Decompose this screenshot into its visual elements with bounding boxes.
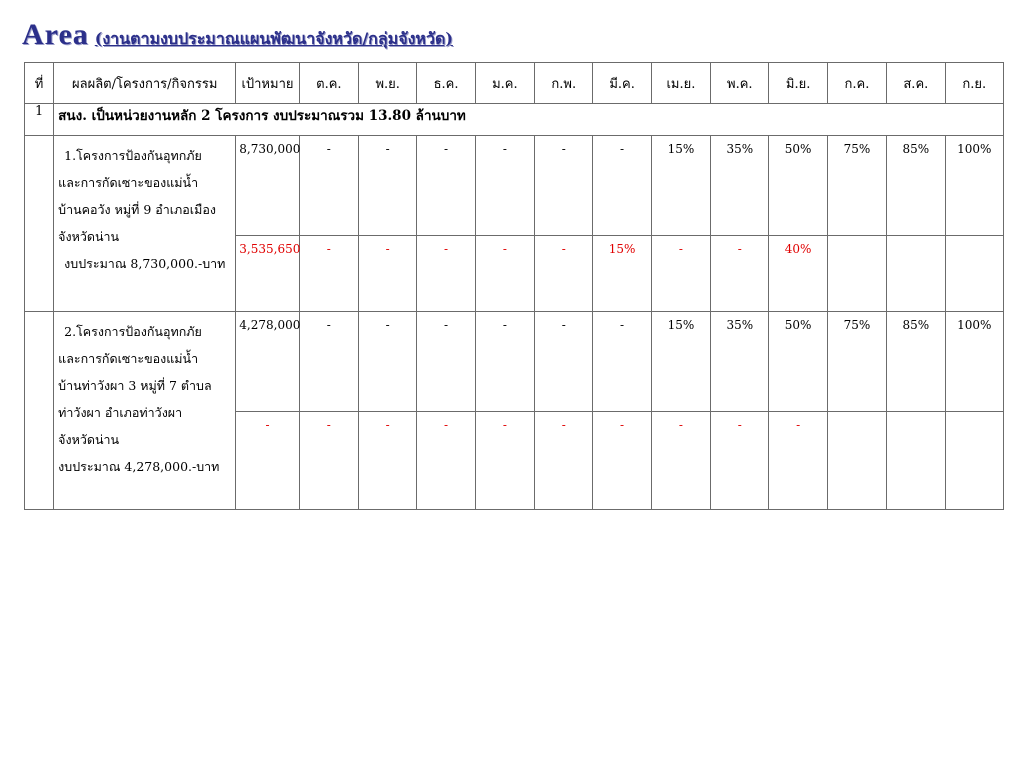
actual-month-value: - xyxy=(593,412,651,510)
plan-month-value: - xyxy=(535,312,593,412)
plan-month-value: 85% xyxy=(887,136,945,236)
plan-month-value: 35% xyxy=(711,136,769,236)
actual-month-value: - xyxy=(299,236,358,312)
project-line: ท่าวังผา อำเภอท่าวังผา xyxy=(58,405,183,420)
project-line: และการกัดเซาะของแม่น้ำ xyxy=(58,351,199,366)
summary-no: 1 xyxy=(25,104,54,136)
header-month: เม.ย. xyxy=(651,63,710,104)
project-no-cell xyxy=(25,136,54,312)
plan-month-value: - xyxy=(475,312,534,412)
plan-month-value: 85% xyxy=(887,312,945,412)
page-title xyxy=(22,18,453,58)
budget-plan-table xyxy=(24,62,1004,510)
plan-month-value: - xyxy=(475,136,534,236)
actual-month-value: - xyxy=(359,236,417,312)
header-month: มี.ค. xyxy=(593,63,651,104)
plan-month-value: 75% xyxy=(827,312,886,412)
header-month: ก.ย. xyxy=(945,63,1004,104)
plan-month-value: 35% xyxy=(711,312,769,412)
project-plan-row xyxy=(25,136,1004,236)
actual-month-value: - xyxy=(651,236,710,312)
title-subtitle: (งานตามงบประมาณแผนพัฒนาจังหวัด/กลุ่มจังหวัด) xyxy=(94,29,453,48)
summary-row xyxy=(25,104,1004,136)
actual-month-value: - xyxy=(359,412,417,510)
plan-month-value: - xyxy=(359,136,417,236)
actual-month-value: - xyxy=(299,412,358,510)
plan-month-value: 15% xyxy=(651,136,710,236)
plan-month-value: - xyxy=(359,312,417,412)
plan-month-value: - xyxy=(299,312,358,412)
header-month: ก.พ. xyxy=(535,63,593,104)
header-no: ที่ xyxy=(25,63,54,104)
actual-month-value: 40% xyxy=(769,236,827,312)
header-target: เป้าหมาย xyxy=(236,63,299,104)
plan-month-value: - xyxy=(593,136,651,236)
project-description xyxy=(54,312,236,510)
actual-month-value: - xyxy=(417,412,475,510)
actual-month-value xyxy=(945,236,1004,312)
plan-target: 4,278,000 xyxy=(236,312,299,412)
actual-month-value xyxy=(827,412,886,510)
actual-month-value: - xyxy=(535,412,593,510)
plan-month-value: - xyxy=(417,136,475,236)
title-main: Area xyxy=(22,18,89,51)
plan-month-value: 100% xyxy=(945,312,1004,412)
actual-target: - xyxy=(236,412,299,510)
header-month: มิ.ย. xyxy=(769,63,827,104)
project-line: บ้านท่าวังผา 3 หมู่ที่ 7 ตำบล xyxy=(58,378,212,393)
summary-text: สนง. เป็นหน่วยงานหลัก 2 โครงการ งบประมาณรวม 13.80 ล้านบาท xyxy=(54,104,1004,136)
header-output: ผลผลิต/โครงการ/กิจกรรม xyxy=(54,63,236,104)
header-month: ส.ค. xyxy=(887,63,945,104)
actual-target: 3,535,650 xyxy=(236,236,299,312)
actual-month-value: - xyxy=(769,412,827,510)
actual-month-value: - xyxy=(475,412,534,510)
header-month: ธ.ค. xyxy=(417,63,475,104)
plan-target: 8,730,000 xyxy=(236,136,299,236)
plan-month-value: 100% xyxy=(945,136,1004,236)
header-month: พ.ค. xyxy=(711,63,769,104)
plan-month-value: - xyxy=(535,136,593,236)
plan-month-value: 75% xyxy=(827,136,886,236)
actual-month-value: - xyxy=(535,236,593,312)
project-line: จังหวัดน่าน xyxy=(58,229,120,244)
plan-month-value: 15% xyxy=(651,312,710,412)
actual-month-value: - xyxy=(475,236,534,312)
header-month: พ.ย. xyxy=(359,63,417,104)
plan-month-value: - xyxy=(299,136,358,236)
project-line: 2.โครงการป้องกันอุทกภัย xyxy=(64,324,202,339)
project-line: งบประมาณ 8,730,000.-บาท xyxy=(64,256,226,271)
header-month: ต.ค. xyxy=(299,63,358,104)
actual-month-value: - xyxy=(711,412,769,510)
project-description xyxy=(54,136,236,312)
project-line: และการกัดเซาะของแม่น้ำ xyxy=(58,175,199,190)
actual-month-value xyxy=(887,236,945,312)
actual-month-value: - xyxy=(417,236,475,312)
plan-month-value: - xyxy=(417,312,475,412)
plan-month-value: 50% xyxy=(769,312,827,412)
project-no-cell xyxy=(25,312,54,510)
project-line: บ้านคอวัง หมู่ที่ 9 อำเภอเมือง xyxy=(58,202,216,217)
header-month: ม.ค. xyxy=(475,63,534,104)
header-row xyxy=(25,63,1004,104)
actual-month-value xyxy=(887,412,945,510)
project-line: 1.โครงการป้องกันอุทกภัย xyxy=(64,148,202,163)
project-line: งบประมาณ 4,278,000.-บาท xyxy=(58,459,220,474)
plan-month-value: 50% xyxy=(769,136,827,236)
plan-month-value: - xyxy=(593,312,651,412)
actual-month-value: 15% xyxy=(593,236,651,312)
project-line: จังหวัดน่าน xyxy=(58,432,120,447)
actual-month-value: - xyxy=(711,236,769,312)
header-month: ก.ค. xyxy=(827,63,886,104)
actual-month-value xyxy=(827,236,886,312)
actual-month-value: - xyxy=(651,412,710,510)
project-plan-row xyxy=(25,312,1004,412)
actual-month-value xyxy=(945,412,1004,510)
